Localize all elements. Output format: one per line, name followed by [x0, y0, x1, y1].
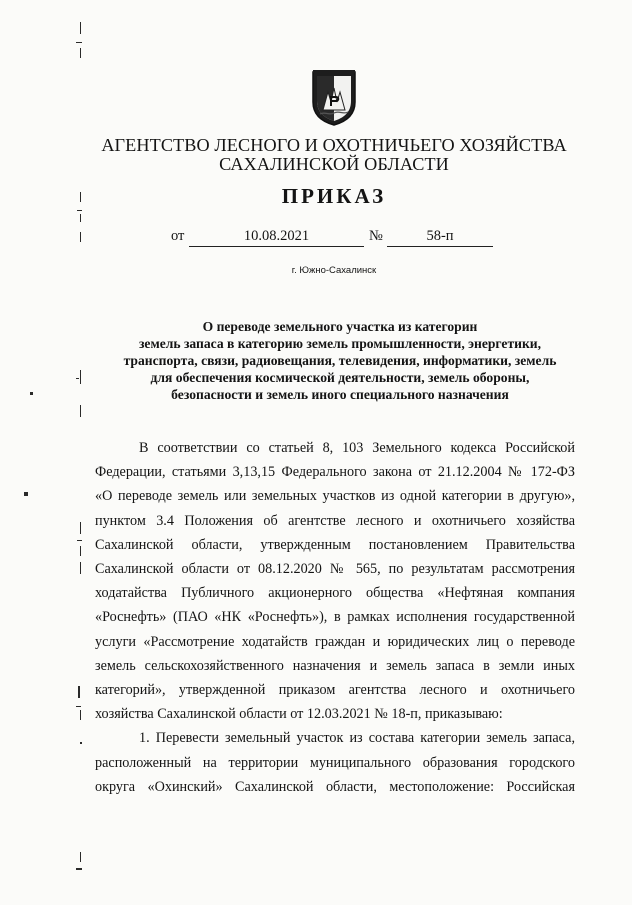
body-line: хозяйства Сахалинской области от 12.03.2021 № 18-п, приказываю: [95, 706, 503, 723]
body-line: «О переводе земель или земельных участков из одной категории в другую», [95, 488, 575, 505]
body-line: услуги «Рассмотрение ходатайств граждан и юридических лиц о переводе [95, 633, 575, 650]
order-number-label: № [369, 228, 383, 244]
agency-name-line-1: АГЕНТСТВО ЛЕСНОГО И ОХОТНИЧЬЕГО ХОЗЯЙСТВА [101, 135, 567, 155]
scan-mark [80, 214, 81, 222]
order-date-label: от [171, 228, 185, 244]
order-title: ПРИКАЗ [281, 184, 387, 208]
sakhalin-coat-of-arms-icon [311, 70, 357, 126]
scan-mark [80, 192, 81, 202]
body-line: Сахалинской области от 08.12.2020 № 565, по результатам рассмотрения [95, 561, 575, 578]
body-line: категорий», утвержденной приказом агентства лесного и охотничьего [95, 682, 575, 699]
body-line: земель сельскохозяйственного назначения и земель запаса в земли иных [95, 657, 575, 674]
scan-mark [80, 370, 81, 384]
body-line: расположенный на территории муниципального образования городского [95, 754, 575, 771]
scan-mark [76, 42, 82, 43]
body-line: В соответствии со статьей 8, 103 Земельного кодекса Российской [139, 440, 575, 456]
body-line: ходатайства Публичного акционерного общества «Нефтяная компания [95, 585, 575, 602]
scan-mark [80, 742, 82, 744]
order-subject [100, 318, 580, 403]
scan-mark [24, 492, 28, 496]
body-paragraph-preamble [95, 436, 575, 726]
scan-mark [80, 546, 81, 556]
scan-mark [77, 540, 82, 541]
order-city: г. Южно-Сахалинск [291, 265, 377, 276]
scan-mark [80, 22, 81, 34]
body-line: 1. Перевести земельный участок из состава категории земель запаса, [139, 730, 575, 747]
subject-line: для обеспечения космической деятельности, земель обороны, [150, 370, 530, 385]
body-line: Федерации, статьями 3,13,15 Федерального закона от 21.12.2004 № 172-ФЗ [95, 464, 575, 481]
scan-mark [76, 706, 81, 707]
scan-mark [30, 392, 33, 395]
scan-mark [80, 852, 81, 862]
subject-line: транспорта, связи, радиовещания, телевидения, информатики, земель [123, 353, 557, 368]
scan-mark [78, 686, 80, 698]
scan-mark [76, 868, 82, 870]
scan-mark [77, 210, 82, 211]
subject-line: земель запаса в категорию земель промышленности, энергетики, [138, 336, 542, 351]
scan-mark [80, 48, 81, 58]
subject-line: безопасности и земель иного специального назначения [171, 387, 509, 402]
scan-mark [80, 405, 81, 417]
scan-mark [80, 710, 81, 720]
subject-line: О переводе земельного участка из категорин [202, 319, 478, 334]
order-details [0, 228, 632, 248]
body-line: округа «Охинский» Сахалинской области, местоположение: Российская [95, 778, 575, 795]
order-date: 10.08.2021 [189, 228, 364, 247]
order-number: 58-п [387, 228, 493, 247]
body-line: Сахалинской области, утвержденным постановлением Правительства [95, 536, 575, 553]
scan-mark [80, 522, 81, 534]
agency-name-line-2: САХАЛИНСКОЙ ОБЛАСТИ [219, 154, 449, 174]
scan-mark [80, 232, 81, 242]
body-line: «Роснефть» (ПАО «НК «Роснефть»), в рамках исполнения государственной [95, 609, 575, 626]
body-line: пунктом 3.4 Положения об агентстве лесного и охотничьего хозяйства [95, 512, 575, 529]
scan-mark [76, 378, 79, 379]
body-paragraph-item-1 [95, 726, 575, 799]
scan-mark [80, 562, 81, 574]
order-body [95, 436, 575, 799]
